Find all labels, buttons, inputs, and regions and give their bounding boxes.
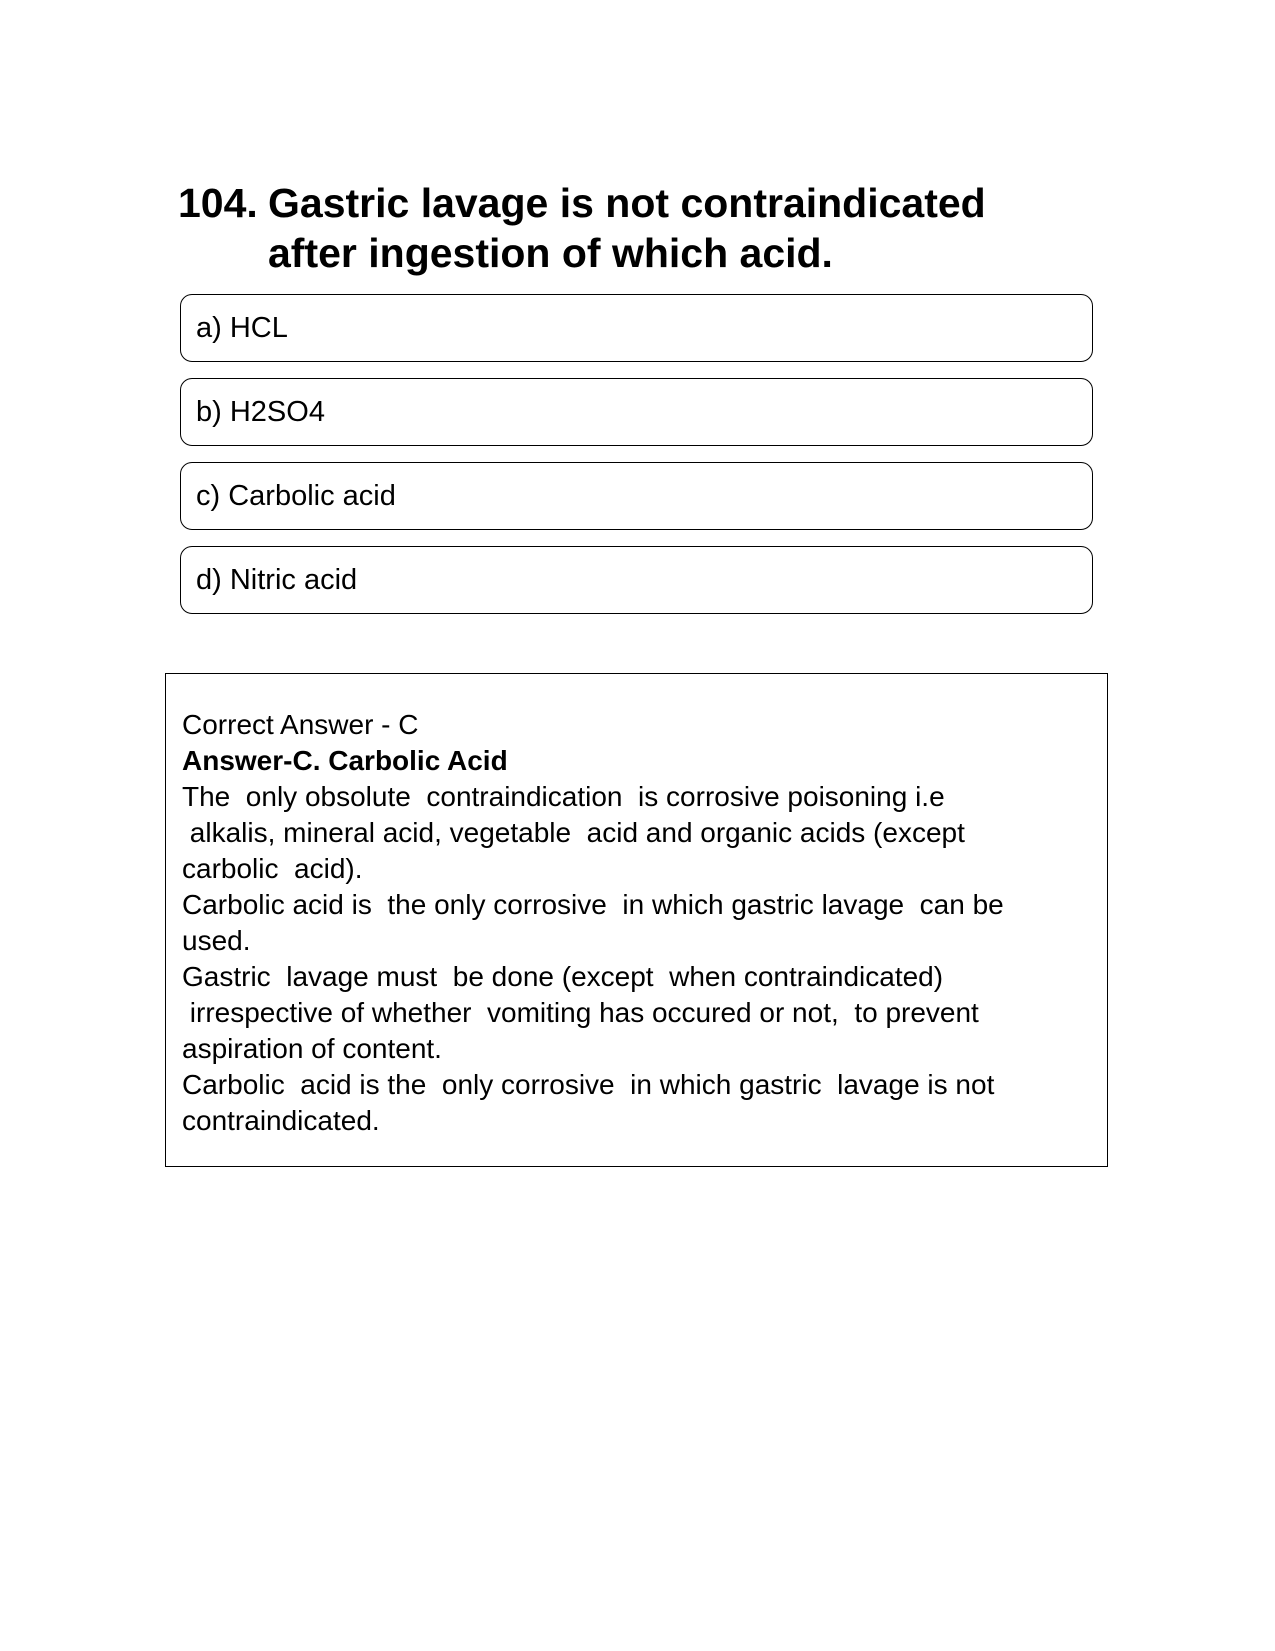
explanation-line: Carbolic acid is the only corrosive in which gastric lavage is not [182, 1069, 995, 1100]
explanation-line: Carbolic acid is the only corrosive in which gastric lavage can be [182, 889, 1004, 920]
options-list [180, 294, 1093, 630]
explanation-line: carbolic acid). [182, 853, 363, 884]
explanation-line: Gastric lavage must be done (except when contraindicated) [182, 961, 944, 992]
option-d[interactable]: d) Nitric acid [180, 546, 1093, 614]
explanation-line: alkalis, mineral acid, vegetable acid and organic acids (except [182, 817, 965, 848]
explanation-line: contraindicated. [182, 1105, 380, 1136]
answer-explanation-box [165, 673, 1108, 1167]
explanation-line: irrespective of whether vomiting has occured or not, to prevent [182, 997, 979, 1028]
option-a[interactable]: a) HCL [180, 294, 1093, 362]
explanation-line: aspiration of content. [182, 1033, 442, 1064]
option-c[interactable]: c) Carbolic acid [180, 462, 1093, 530]
explanation-line: used. [182, 925, 251, 956]
correct-answer-line: Correct Answer - C [182, 709, 419, 740]
question-heading [178, 178, 1058, 278]
option-b[interactable]: b) H2SO4 [180, 378, 1093, 446]
answer-heading: Answer-C. Carbolic Acid [182, 745, 508, 776]
question-number: 104. [178, 180, 258, 226]
question-text: Gastric lavage is not contraindicated after ingestion of which acid. [268, 180, 986, 276]
explanation-line: The only obsolute contraindication is corrosive poisoning i.e [182, 781, 945, 812]
